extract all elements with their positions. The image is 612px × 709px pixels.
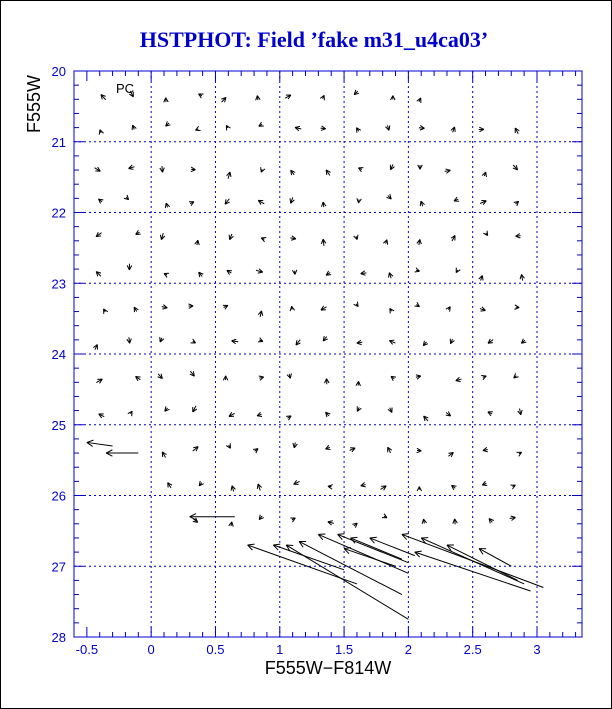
x-tick-label: 1: [276, 642, 284, 657]
y-tick-label: 23: [51, 276, 66, 292]
y-tick-label: 22: [51, 205, 66, 221]
data-vector-head: [370, 537, 377, 538]
small-offset-mark-head: [257, 416, 262, 417]
y-tick-label: 25: [51, 417, 66, 433]
y-tick-label: 20: [51, 64, 66, 79]
x-axis-label: F555W−F814W: [264, 658, 392, 678]
y-axis-label: F555W: [24, 74, 44, 134]
small-offset-mark-head: [326, 170, 327, 175]
small-offset-mark-head: [326, 275, 331, 276]
y-tick-label: 21: [51, 134, 66, 150]
x-tick-label: 0.5: [206, 642, 225, 657]
small-offset-mark-head: [261, 167, 262, 172]
y-tick-label: 28: [51, 630, 66, 645]
small-offset-mark-head: [482, 276, 483, 281]
small-offset-mark-head: [487, 231, 488, 236]
x-tick-label: 2.5: [463, 642, 482, 657]
chart-title: HSTPHOT: Field ’fake m31_u4ca03’: [139, 27, 489, 52]
data-vector-head: [286, 545, 293, 546]
small-offset-mark-head: [229, 235, 230, 240]
y-tick-label: 27: [51, 559, 66, 575]
x-tick-label: 2: [404, 642, 412, 657]
annotation-pc: PC: [116, 81, 135, 96]
x-tick-label: -0.5: [75, 642, 99, 657]
y-tick-label: 26: [51, 488, 66, 504]
small-offset-mark-head: [290, 198, 291, 203]
small-offset-mark-head: [455, 127, 456, 132]
y-tick-label: 24: [51, 347, 66, 362]
x-tick-label: 1.5: [335, 642, 354, 657]
x-tick-label: 0: [147, 642, 155, 657]
small-offset-mark-head: [132, 125, 133, 130]
data-vector-head: [338, 534, 345, 535]
x-tick-label: 3: [533, 642, 541, 657]
data-vector-head: [351, 537, 358, 538]
small-offset-mark-head: [488, 343, 493, 344]
small-offset-mark-head: [480, 311, 485, 312]
